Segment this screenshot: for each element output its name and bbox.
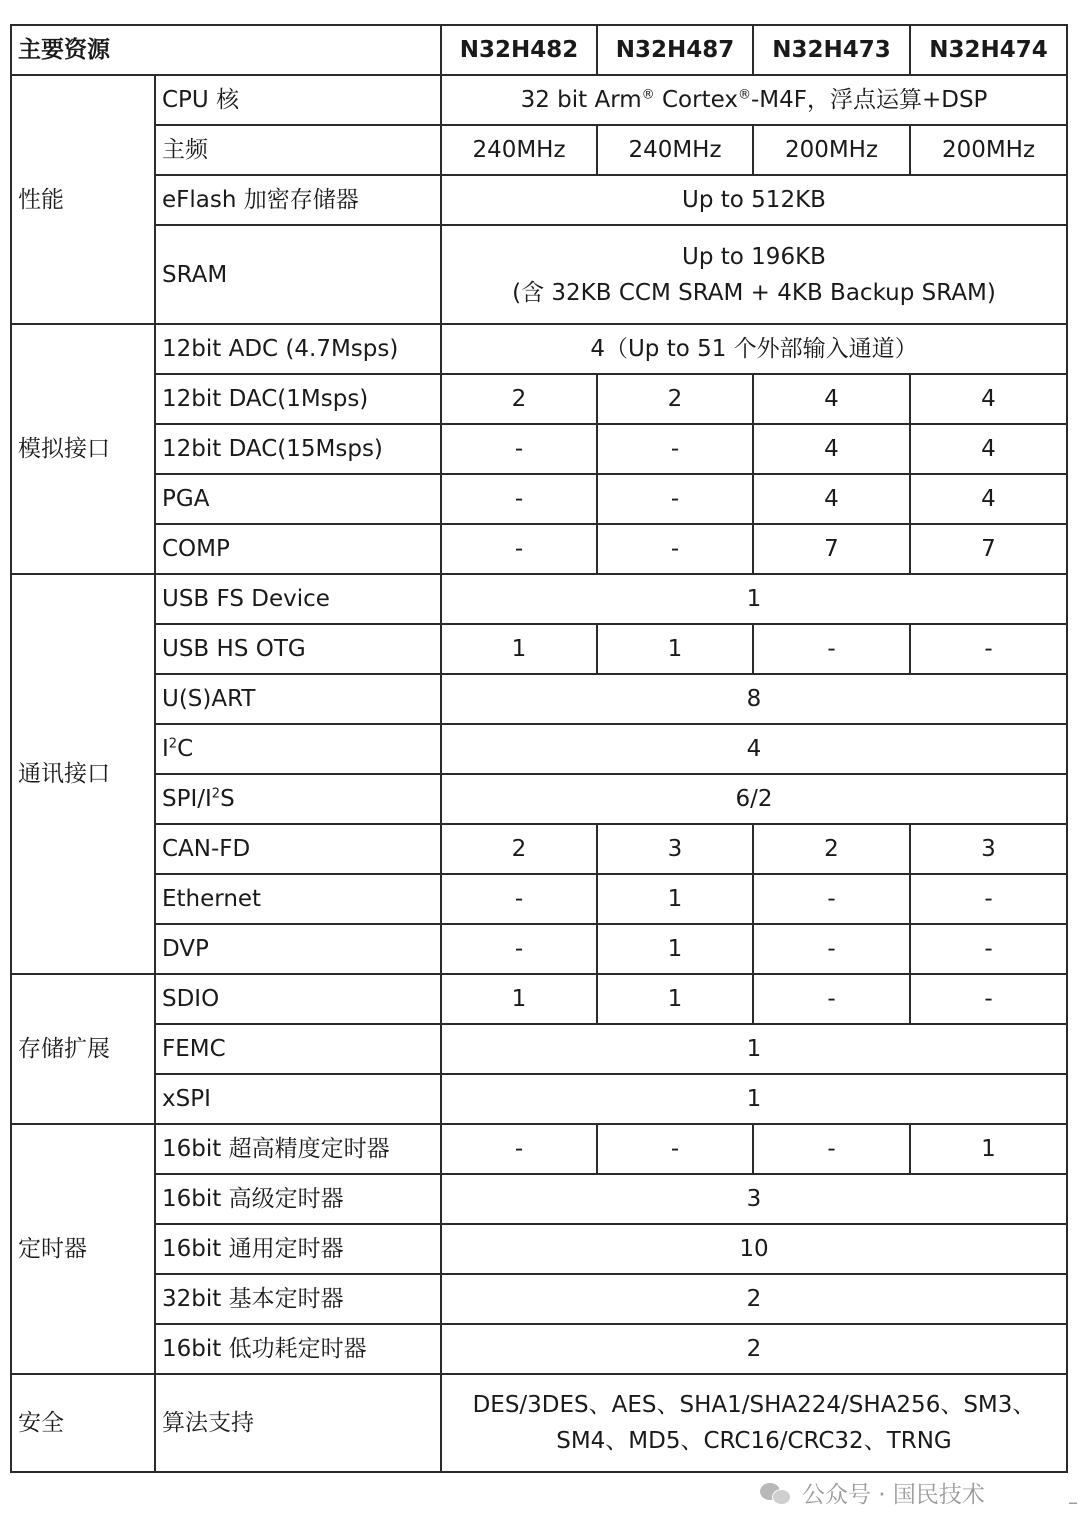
group-label: 通讯接口: [11, 574, 155, 974]
cell-value: 3: [441, 1174, 1067, 1224]
cell-value: -: [753, 974, 910, 1024]
model-header: N32H487: [597, 25, 753, 75]
cell-value: 4: [441, 724, 1067, 774]
watermark-trail: –: [1068, 1490, 1078, 1514]
cell-value: 200MHz: [910, 125, 1067, 175]
feature-label: CAN-FD: [155, 824, 441, 874]
cell-value: 1: [910, 1124, 1067, 1174]
cell-value: 4: [753, 374, 910, 424]
feature-label: 16bit 通用定时器: [155, 1224, 441, 1274]
cell-value: -: [441, 1124, 597, 1174]
cell-value: 7: [753, 524, 910, 574]
table-row: [11, 1174, 1067, 1224]
feature-label: PGA: [155, 474, 441, 524]
feature-label: SDIO: [155, 974, 441, 1024]
cell-value: 4: [753, 474, 910, 524]
watermark-text: 公众号 · 国民技术: [802, 1481, 985, 1508]
table-row: [11, 874, 1067, 924]
cell-value: 200MHz: [753, 125, 910, 175]
table-row: [11, 674, 1067, 724]
cell-value: 3: [597, 824, 753, 874]
header-title: 主要资源: [11, 25, 441, 75]
cell-value: 8: [441, 674, 1067, 724]
feature-label: 12bit ADC (4.7Msps): [155, 324, 441, 374]
cell-value: 1: [597, 974, 753, 1024]
model-header: N32H482: [441, 25, 597, 75]
cell-value: 2: [441, 1324, 1067, 1374]
cell-value: -: [753, 874, 910, 924]
cell-value: -: [597, 1124, 753, 1174]
cell-value: 2: [441, 1274, 1067, 1324]
cell-value: -: [753, 924, 910, 974]
table-row: [11, 1374, 1067, 1472]
table-row: [11, 974, 1067, 1024]
table-row: [11, 724, 1067, 774]
table-row: [11, 524, 1067, 574]
table-row: [11, 574, 1067, 624]
feature-label: SRAM: [155, 225, 441, 324]
group-label: 模拟接口: [11, 324, 155, 574]
table-row: [11, 1024, 1067, 1074]
model-header: N32H474: [910, 25, 1067, 75]
cell-value: 32 bit Arm® Cortex®-M4F，浮点运算+DSP: [441, 75, 1067, 125]
cell-value: 4: [910, 474, 1067, 524]
feature-label: 16bit 低功耗定时器: [155, 1324, 441, 1374]
feature-label: U(S)ART: [155, 674, 441, 724]
feature-label: eFlash 加密存储器: [155, 175, 441, 225]
group-label: 存储扩展: [11, 974, 155, 1124]
cell-value: 1: [441, 974, 597, 1024]
cell-value: 2: [753, 824, 910, 874]
table-row: [11, 175, 1067, 225]
feature-label: 32bit 基本定时器: [155, 1274, 441, 1324]
cell-value: -: [910, 974, 1067, 1024]
feature-label: SPI/$I^2S$: [155, 774, 441, 824]
table-row: [11, 374, 1067, 424]
table-row: [11, 1224, 1067, 1274]
feature-label: $I^2C$: [155, 724, 441, 774]
wechat-icon: [760, 1479, 790, 1505]
header-row: [11, 25, 1067, 75]
cell-value: -: [597, 524, 753, 574]
cell-value: 240MHz: [441, 125, 597, 175]
cell-value: 240MHz: [597, 125, 753, 175]
cell-value: -: [753, 624, 910, 674]
table-row: [11, 75, 1067, 125]
table-row: [11, 824, 1067, 874]
feature-label: 12bit DAC(1Msps): [155, 374, 441, 424]
cell-value: 4: [910, 374, 1067, 424]
cell-value: -: [441, 474, 597, 524]
table-row: [11, 1324, 1067, 1374]
spec-table: [10, 24, 1068, 1473]
table-row: [11, 1274, 1067, 1324]
watermark: [760, 1476, 985, 1508]
cell-value: 4: [910, 424, 1067, 474]
table-row: [11, 424, 1067, 474]
table-row: [11, 1074, 1067, 1124]
feature-label: CPU 核: [155, 75, 441, 125]
feature-label: USB FS Device: [155, 574, 441, 624]
feature-label: FEMC: [155, 1024, 441, 1074]
cell-value: 1: [441, 1074, 1067, 1124]
cell-value: 1: [597, 624, 753, 674]
feature-label: Ethernet: [155, 874, 441, 924]
group-label: 性能: [11, 75, 155, 324]
cell-value: 2: [441, 824, 597, 874]
table-row: [11, 624, 1067, 674]
feature-label: 16bit 超高精度定时器: [155, 1124, 441, 1174]
feature-label: COMP: [155, 524, 441, 574]
feature-label: 主频: [155, 125, 441, 175]
cell-value: -: [910, 924, 1067, 974]
cell-value: 3: [910, 824, 1067, 874]
feature-label: xSPI: [155, 1074, 441, 1124]
cell-value: 1: [441, 1024, 1067, 1074]
feature-label: 16bit 高级定时器: [155, 1174, 441, 1224]
cell-value: -: [910, 624, 1067, 674]
cell-value: Up to 512KB: [441, 175, 1067, 225]
group-label: 定时器: [11, 1124, 155, 1374]
cell-value: 10: [441, 1224, 1067, 1274]
cell-value: -: [441, 524, 597, 574]
table-row: [11, 924, 1067, 974]
table-row: [11, 474, 1067, 524]
feature-label: 12bit DAC(15Msps): [155, 424, 441, 474]
table-row: [11, 125, 1067, 175]
table-row: [11, 324, 1067, 374]
table-row: [11, 225, 1067, 324]
cell-value: -: [441, 924, 597, 974]
feature-label: DVP: [155, 924, 441, 974]
model-header: N32H473: [753, 25, 910, 75]
feature-label: USB HS OTG: [155, 624, 441, 674]
cell-value: 1: [441, 624, 597, 674]
table-row: [11, 774, 1067, 824]
cell-value: 7: [910, 524, 1067, 574]
cell-value: 1: [441, 574, 1067, 624]
cell-value: DES/3DES、AES、SHA1/SHA224/SHA256、SM3、 SM4、MD5、CRC16/CRC32、TRNG: [441, 1374, 1067, 1472]
cell-value: 1: [597, 874, 753, 924]
cell-value: -: [910, 874, 1067, 924]
cell-value: -: [441, 424, 597, 474]
cell-value: 1: [597, 924, 753, 974]
group-label: 安全: [11, 1374, 155, 1472]
cell-value: -: [753, 1124, 910, 1174]
cell-value: Up to 196KB (含 32KB CCM SRAM + 4KB Backup SRAM): [441, 225, 1067, 324]
cell-value: 4（Up to 51 个外部输入通道）: [441, 324, 1067, 374]
cell-value: 6/2: [441, 774, 1067, 824]
table-row: [11, 1124, 1067, 1174]
cell-value: -: [441, 874, 597, 924]
cell-value: 2: [441, 374, 597, 424]
cell-value: 2: [597, 374, 753, 424]
cell-value: -: [597, 474, 753, 524]
feature-label: 算法支持: [155, 1374, 441, 1472]
cell-value: 4: [753, 424, 910, 474]
cell-value: -: [597, 424, 753, 474]
